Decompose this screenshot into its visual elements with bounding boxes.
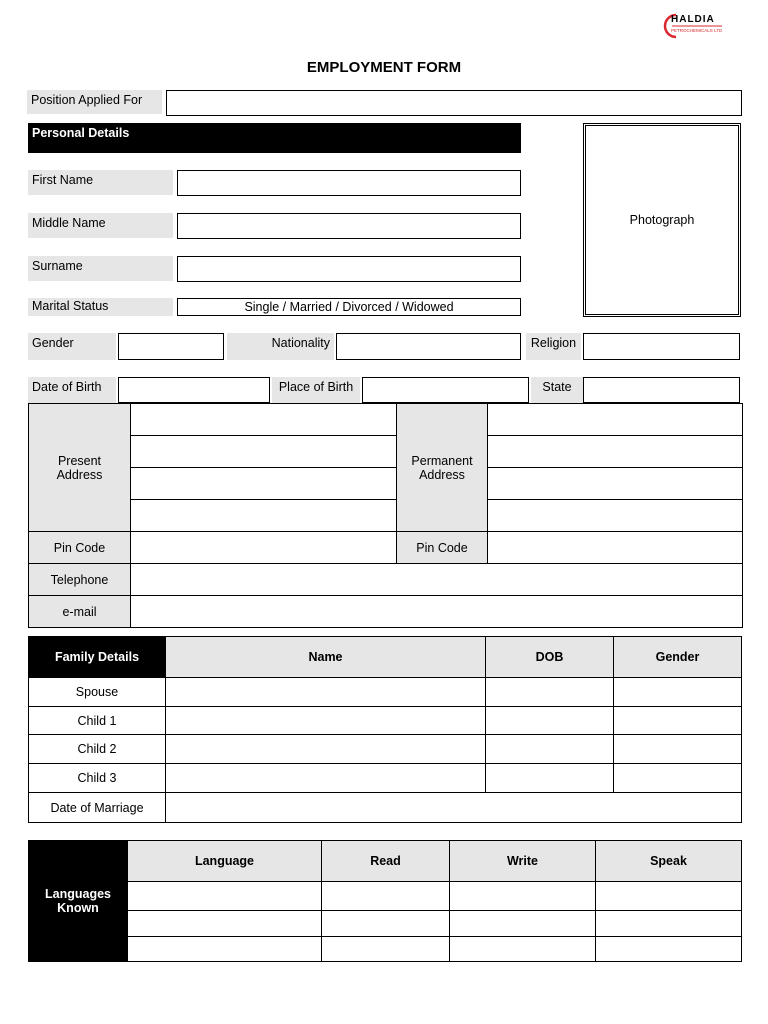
photograph-box[interactable] [583,123,741,317]
lang-col-language: Language [128,841,322,882]
table-row [29,764,742,793]
lang-col-read: Read [322,841,450,882]
middle-name-input[interactable] [177,213,521,239]
permanent-address-line-2[interactable] [488,436,743,468]
surname-label: Surname [28,256,173,281]
surname-input[interactable] [177,256,521,282]
language-2-input[interactable] [128,911,322,937]
telephone-label: Telephone [29,564,131,596]
language-1-write[interactable] [450,882,596,911]
table-row [29,911,742,937]
logo-text: HALDIA [671,14,715,25]
table-row [29,937,742,962]
personal-details-header: Personal Details [28,123,521,153]
present-pin-label: Pin Code [29,532,131,564]
child2-gender-input[interactable] [614,735,742,764]
family-row-spouse-label: Spouse [29,678,166,707]
marital-status-label: Marital Status [28,298,173,316]
permanent-pin-label: Pin Code [397,532,488,564]
language-3-speak[interactable] [596,937,742,962]
family-col-dob: DOB [486,637,614,678]
languages-table [28,840,742,962]
middle-name-label: Middle Name [28,213,173,238]
permanent-address-line-4[interactable] [488,500,743,532]
present-address-line-1[interactable] [131,404,397,436]
dob-input[interactable] [118,377,270,403]
child2-name-input[interactable] [166,735,486,764]
present-address-line-2[interactable] [131,436,397,468]
child3-dob-input[interactable] [486,764,614,793]
permanent-address-line-1[interactable] [488,404,743,436]
child1-dob-input[interactable] [486,707,614,735]
pob-label: Place of Birth [272,377,360,403]
nationality-input[interactable] [336,333,521,360]
child3-name-input[interactable] [166,764,486,793]
address-table [28,403,743,628]
spouse-name-input[interactable] [166,678,486,707]
child1-name-input[interactable] [166,707,486,735]
permanent-address-line-3[interactable] [488,468,743,500]
marital-status-input[interactable]: Single / Married / Divorced / Widowed [177,298,521,316]
spouse-gender-input[interactable] [614,678,742,707]
date-of-marriage-input[interactable] [166,793,742,823]
present-address-line-3[interactable] [131,468,397,500]
language-2-write[interactable] [450,911,596,937]
permanent-address-label: Permanent Address [397,404,488,532]
logo-subtext: PETROCHEMICALS LTD [671,28,723,33]
telephone-input[interactable] [131,564,743,596]
date-of-marriage-label: Date of Marriage [29,793,166,823]
permanent-pin-input[interactable] [488,532,743,564]
table-row [29,882,742,911]
state-input[interactable] [583,377,740,403]
lang-col-write: Write [450,841,596,882]
family-details-table [28,636,742,823]
table-row [29,678,742,707]
gender-label: Gender [28,333,116,360]
language-1-read[interactable] [322,882,450,911]
present-address-line-4[interactable] [131,500,397,532]
page-title: EMPLOYMENT FORM [306,59,462,76]
email-input[interactable] [131,596,743,628]
child1-gender-input[interactable] [614,707,742,735]
nationality-label: Nationality [227,333,334,360]
table-row [29,707,742,735]
present-pin-input[interactable] [131,532,397,564]
religion-label: Religion [526,333,581,360]
language-3-write[interactable] [450,937,596,962]
present-address-label: Present Address [29,404,131,532]
first-name-input[interactable] [177,170,521,196]
languages-known-header: Languages Known [29,841,128,962]
family-row-child1-label: Child 1 [29,707,166,735]
spouse-dob-input[interactable] [486,678,614,707]
company-logo [662,12,724,40]
language-1-input[interactable] [128,882,322,911]
language-1-speak[interactable] [596,882,742,911]
email-label: e-mail [29,596,131,628]
family-col-name: Name [166,637,486,678]
child2-dob-input[interactable] [486,735,614,764]
lang-col-speak: Speak [596,841,742,882]
photograph-label: Photograph [629,213,695,227]
family-row-child2-label: Child 2 [29,735,166,764]
position-input[interactable] [166,90,742,116]
position-label: Position Applied For [27,90,162,114]
religion-input[interactable] [583,333,740,360]
gender-input[interactable] [118,333,224,360]
language-3-read[interactable] [322,937,450,962]
family-details-header: Family Details [29,637,166,678]
first-name-label: First Name [28,170,173,195]
state-label: State [531,377,583,403]
language-3-input[interactable] [128,937,322,962]
table-row [29,735,742,764]
language-2-speak[interactable] [596,911,742,937]
language-2-read[interactable] [322,911,450,937]
child3-gender-input[interactable] [614,764,742,793]
dob-label: Date of Birth [28,377,116,403]
family-col-gender: Gender [614,637,742,678]
family-row-child3-label: Child 3 [29,764,166,793]
pob-input[interactable] [362,377,529,403]
